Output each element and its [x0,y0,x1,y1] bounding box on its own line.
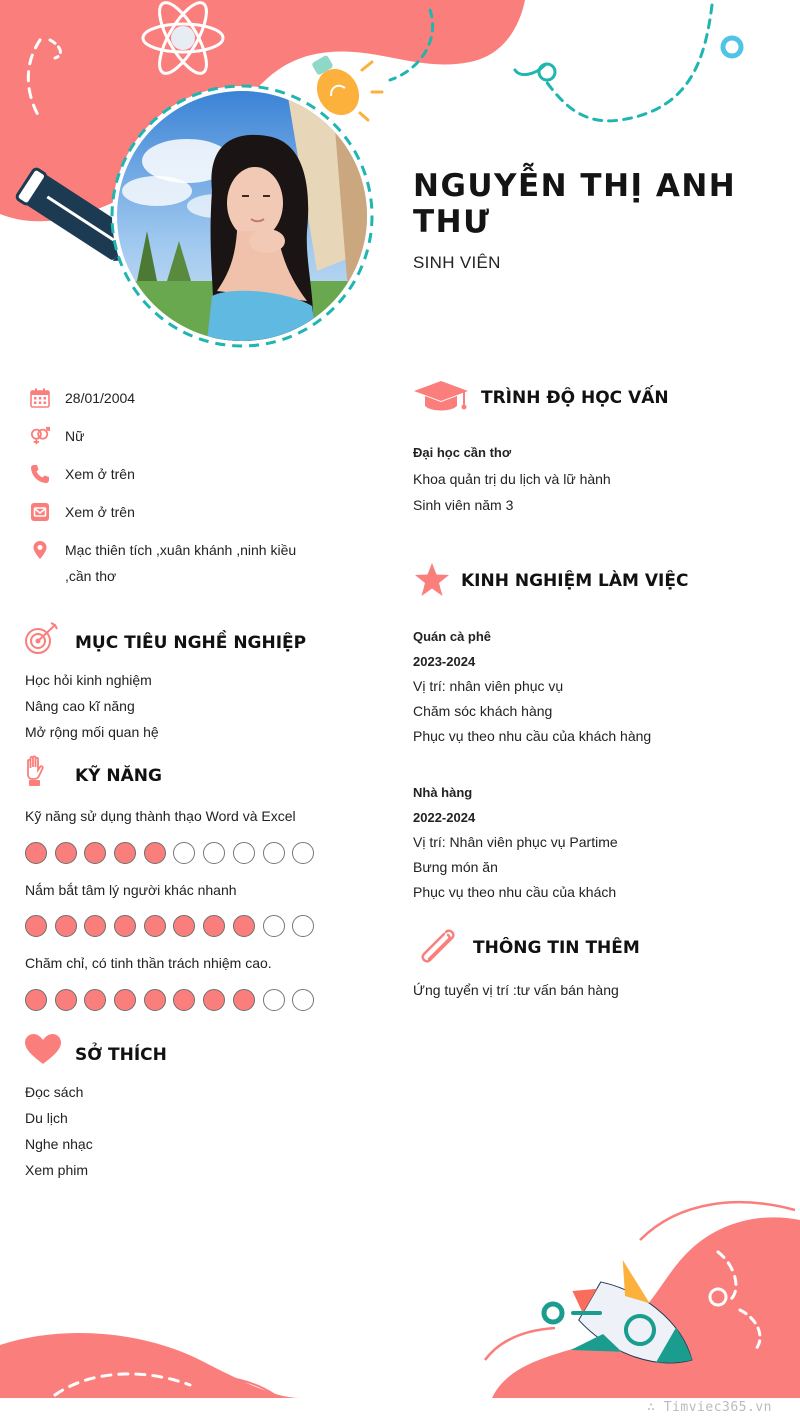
contact-gender [30,426,305,449]
rating-dot-filled [25,915,47,937]
rating-dot-filled [55,842,77,864]
education-line: Khoa quản trị du lịch và lữ hành [413,471,611,487]
star-icon [414,562,450,598]
rating-dot-filled [144,989,166,1011]
rating-dot-empty [263,915,285,937]
career-goal-list [25,667,159,745]
job-line: Bưng món ăn [413,859,498,875]
list-item: Du lịch [25,1110,68,1126]
hand-icon [24,755,48,787]
graduation-cap-icon [413,380,469,414]
rating-dot-empty [292,989,314,1011]
job-line: Phục vụ theo nhu cầu của khách [413,884,617,900]
rating-dot-filled [55,915,77,937]
skill-label-2: Nắm bắt tâm lý người khác nhanh [25,882,237,898]
rating-dot-filled [233,915,255,937]
job-period: 2023-2024 [413,654,476,669]
contact-email [30,502,305,525]
job-company: Quán cà phê [413,629,492,644]
candidate-name: NGUYỄN THỊ ANH THƯ [413,168,737,240]
watermark: ∴ Timviec365.vn [647,1400,772,1415]
heart-icon [24,1033,62,1065]
rating-dot-filled [84,842,106,864]
rating-dot-filled [144,915,166,937]
rating-dot-filled [114,842,136,864]
education-title: TRÌNH ĐỘ HỌC VẤN [481,388,669,408]
email-value: Xem ở trên [65,504,135,520]
skill-rating-2 [25,915,322,937]
rating-dot-empty [203,842,225,864]
rating-dot-empty [292,842,314,864]
list-item: Xem phim [25,1162,89,1178]
rating-dot-filled [25,989,47,1011]
rating-dot-filled [233,989,255,1011]
rating-dot-filled [114,989,136,1011]
contact-address [30,540,305,589]
address-value: Mạc thiên tích ,xuân khánh ,ninh kiều ,cần thơ [65,542,297,584]
skill-label-3: Chăm chỉ, có tinh thần trách nhiệm cao. [25,955,272,971]
contact-birthday [30,388,305,411]
rating-dot-empty [263,842,285,864]
phone-icon [30,464,50,484]
experience-title: KINH NGHIỆM LÀM VIỆC [461,571,689,591]
school-name: Đại học cần thơ [413,445,512,460]
target-icon [24,622,58,656]
list-item: Đọc sách [25,1084,84,1100]
rating-dot-empty [233,842,255,864]
phone-value: Xem ở trên [65,466,135,482]
skill-label-1: Kỹ năng sử dụng thành thạo Word và Excel [25,808,296,824]
profile-photo [117,91,367,341]
rating-dot-filled [114,915,136,937]
rating-dot-filled [173,989,195,1011]
job-company: Nhà hàng [413,785,473,800]
skill-rating-3 [25,989,322,1011]
extra-info-text: Ứng tuyển vị trí :tư vấn bán hàng [413,982,619,998]
skills-title: KỸ NĂNG [75,766,162,786]
rating-dot-filled [84,915,106,937]
birthday-value: 28/01/2004 [65,390,136,406]
rating-dot-filled [55,989,77,1011]
career-goal-title: MỤC TIÊU NGHỀ NGHIỆP [75,633,307,653]
job-title: SINH VIÊN [413,253,501,272]
rating-dot-filled [25,842,47,864]
job-line: Chăm sóc khách hàng [413,703,553,719]
rating-dot-filled [173,915,195,937]
experience-job-2 [413,780,618,905]
skill-rating-1 [25,842,322,864]
list-item: Mở rộng mối quan hệ [25,724,159,740]
contact-phone [30,464,305,487]
job-period: 2022-2024 [413,810,476,825]
education-details [413,440,611,518]
calendar-icon [30,388,50,408]
list-item: Nghe nhạc [25,1136,93,1152]
paperclip-icon [416,926,458,968]
hobbies-title: SỞ THÍCH [75,1045,167,1065]
extra-info-title: THÔNG TIN THÊM [473,938,640,958]
rating-dot-empty [173,842,195,864]
gender-icon [30,426,50,446]
job-line: Vị trí: Nhân viên phục vụ Partime [413,834,618,850]
rating-dot-filled [84,989,106,1011]
hobbies-list [25,1079,93,1183]
rating-dot-filled [203,989,225,1011]
rating-dot-filled [203,915,225,937]
list-item: Học hỏi kinh nghiệm [25,672,152,688]
gender-value: Nữ [65,428,85,444]
avatar [108,82,376,350]
rating-dot-filled [144,842,166,864]
experience-job-1 [413,624,651,749]
list-item: Nâng cao kĩ năng [25,698,135,714]
job-line: Vị trí: nhân viên phục vụ [413,678,564,694]
rating-dot-empty [292,915,314,937]
location-pin-icon [30,540,50,560]
email-icon [30,502,50,522]
education-line: Sinh viên năm 3 [413,497,514,513]
job-line: Phục vụ theo nhu cầu của khách hàng [413,728,652,744]
rating-dot-empty [263,989,285,1011]
